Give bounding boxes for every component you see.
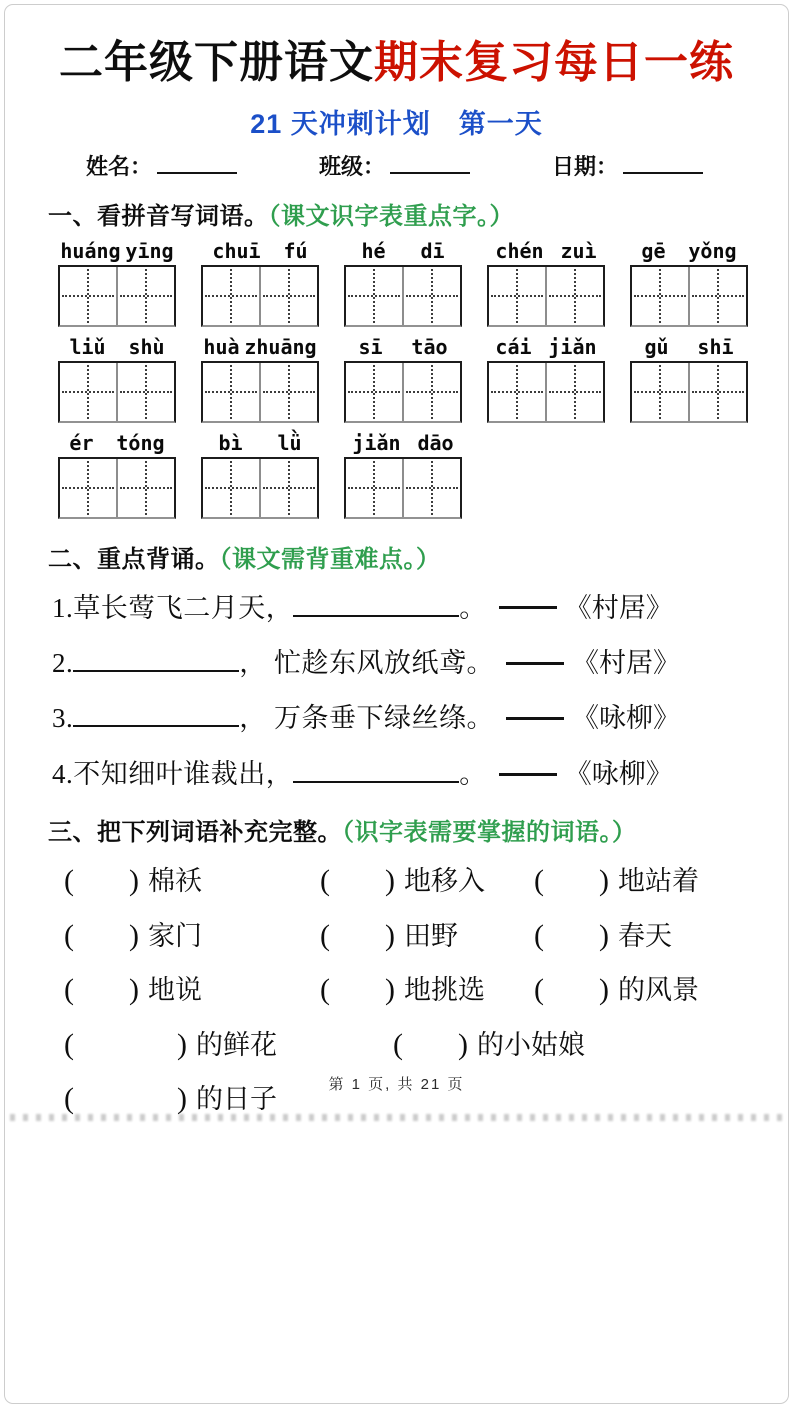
section1-title: 一、看拼音写词语。 <box>48 202 269 230</box>
open-paren: ( <box>320 918 330 952</box>
poem-text: 3. <box>52 703 74 734</box>
section3-note: （识字表需要掌握的词语。） <box>342 819 637 847</box>
class-field <box>319 150 470 181</box>
word-fill-text: 的小姑娘 <box>477 1029 585 1060</box>
word-fill-text: 地挑选 <box>404 975 485 1006</box>
title-black-part: 二年级下册语文 <box>59 38 374 87</box>
word-group <box>344 240 462 327</box>
word-group <box>201 336 319 423</box>
title-red-part: 期末复习每日一练 <box>374 38 734 87</box>
word-group <box>630 336 748 423</box>
pinyin-label <box>344 240 462 262</box>
close-paren: ) <box>129 918 139 952</box>
pinyin-syllable: zuì <box>560 238 597 263</box>
pinyin-label <box>344 432 462 454</box>
grid-cell <box>116 363 174 421</box>
open-paren: ( <box>64 1082 74 1116</box>
word-fill-text: 家门 <box>148 920 202 951</box>
page-footer: 第 1 页, 共 21 页 <box>328 1076 465 1093</box>
pinyin-label <box>630 336 748 358</box>
pinyin-syllable: tóng <box>116 430 165 455</box>
grid-cell <box>402 459 460 517</box>
grid-cell <box>203 267 259 325</box>
open-paren: ( <box>64 1027 74 1061</box>
date-label: 日期： <box>551 153 618 179</box>
pinyin-grid-section <box>58 240 745 519</box>
grid-cell <box>688 267 746 325</box>
pinyin-syllable: jiǎn <box>548 334 597 359</box>
word-fill-row <box>64 970 745 1011</box>
poem-source: 《咏柳》 <box>572 703 680 734</box>
close-paren: ) <box>177 1082 187 1116</box>
word-fill-text: 的风景 <box>618 975 699 1006</box>
open-paren: ( <box>64 864 74 898</box>
pinyin-row <box>58 240 745 327</box>
word-fill-text: 田野 <box>404 920 458 951</box>
grid-cell <box>116 459 174 517</box>
word-group <box>201 240 319 327</box>
word-fill-text: 的日子 <box>196 1084 277 1115</box>
em-dash <box>506 662 564 665</box>
page-title <box>48 38 745 89</box>
section3-title: 三、把下列词语补充完整。 <box>48 819 342 847</box>
word-group <box>58 432 176 519</box>
writing-grid <box>201 457 319 519</box>
subtitle: 21 天冲刺计划 第一天 <box>250 108 543 139</box>
grid-cell <box>203 459 259 517</box>
pinyin-syllable: huáng <box>60 238 121 263</box>
pinyin-syllable: shù <box>128 334 165 359</box>
em-dash <box>506 717 564 720</box>
close-paren: ) <box>129 864 139 898</box>
pinyin-label <box>201 336 319 358</box>
fields-row <box>48 150 745 181</box>
pinyin-syllable: dī <box>420 238 445 263</box>
writing-grid <box>630 265 748 327</box>
pinyin-syllable: gǔ <box>644 334 669 359</box>
close-paren: ) <box>599 973 609 1007</box>
poem-text: 4.不知细叶谁裁出， <box>52 758 294 789</box>
pinyin-syllable: chuī <box>212 238 261 263</box>
pinyin-syllable: lǜ <box>277 430 302 455</box>
grid-cell <box>259 363 317 421</box>
word-group <box>201 432 319 519</box>
close-paren: ) <box>385 918 395 952</box>
pinyin-label <box>201 240 319 262</box>
writing-grid <box>201 265 319 327</box>
class-blank-line <box>390 153 470 174</box>
name-blank-line <box>157 153 237 174</box>
answer-blank <box>73 702 239 728</box>
poem-text: ， 万条垂下绿丝绦。 <box>239 703 494 734</box>
word-fill-item <box>64 970 320 1011</box>
em-dash <box>499 773 557 776</box>
writing-grid <box>344 457 462 519</box>
writing-grid <box>344 361 462 423</box>
pinyin-syllable: liǔ <box>69 334 106 359</box>
grid-cell <box>259 267 317 325</box>
writing-grid <box>630 361 748 423</box>
pinyin-syllable: jiǎn <box>352 430 401 455</box>
pinyin-syllable: bì <box>218 430 243 455</box>
grid-cell <box>116 267 174 325</box>
name-field <box>86 150 237 181</box>
poem-line <box>52 756 745 792</box>
grid-cell <box>545 363 603 421</box>
word-group <box>630 240 748 327</box>
pinyin-syllable: yīng <box>125 238 174 263</box>
pinyin-syllable: hé <box>361 238 386 263</box>
grid-cell <box>632 267 688 325</box>
poem-line <box>52 645 745 681</box>
pinyin-label <box>630 240 748 262</box>
grid-cell <box>688 363 746 421</box>
next-page-edge <box>10 1114 783 1121</box>
word-fill-row <box>64 916 745 957</box>
grid-cell <box>60 267 116 325</box>
writing-grid <box>58 457 176 519</box>
grid-cell <box>489 267 545 325</box>
close-paren: ) <box>385 864 395 898</box>
pinyin-row <box>58 432 745 519</box>
word-fill-row <box>64 861 745 902</box>
date-field <box>552 150 703 181</box>
word-group <box>344 336 462 423</box>
grid-cell <box>203 363 259 421</box>
pinyin-row <box>58 336 745 423</box>
grid-cell <box>402 363 460 421</box>
writing-grid <box>344 265 462 327</box>
word-fill-text: 棉袄 <box>148 866 202 897</box>
pinyin-syllable: tāo <box>411 334 448 359</box>
word-fill-row <box>64 1025 745 1066</box>
pinyin-label <box>58 432 176 454</box>
name-label: 姓名： <box>86 153 153 179</box>
answer-blank <box>73 646 239 672</box>
poem-source: 《村居》 <box>572 648 680 679</box>
section2-title: 二、重点背诵。 <box>48 545 220 573</box>
pinyin-syllable: yǒng <box>688 238 737 263</box>
word-fill-item <box>534 970 745 1011</box>
poem-line <box>52 590 745 626</box>
grid-cell <box>346 459 402 517</box>
poem-text: 2. <box>52 648 74 679</box>
word-fill-item <box>320 916 534 957</box>
close-paren: ) <box>129 973 139 1007</box>
word-fill-text: 地移入 <box>404 866 485 897</box>
section2-note: （课文需背重难点。） <box>219 545 441 573</box>
class-label: 班级： <box>318 153 385 179</box>
poem-source: 《村居》 <box>564 592 673 623</box>
close-paren: ) <box>177 1027 187 1061</box>
date-blank-line <box>623 153 703 174</box>
word-fill-item <box>320 970 534 1011</box>
word-group <box>58 240 176 327</box>
poem-source: 《咏柳》 <box>564 758 673 789</box>
pinyin-syllable: dāo <box>417 430 454 455</box>
grid-cell <box>346 363 402 421</box>
grid-cell <box>346 267 402 325</box>
close-paren: ) <box>458 1027 468 1061</box>
poem-text: ， 忙趁东风放纸鸢。 <box>239 648 494 679</box>
pinyin-syllable: chén <box>495 238 544 263</box>
word-group <box>487 240 605 327</box>
grid-cell <box>60 363 116 421</box>
pinyin-label <box>487 336 605 358</box>
pinyin-label <box>201 432 319 454</box>
pinyin-syllable: fú <box>283 238 308 263</box>
close-paren: ) <box>599 864 609 898</box>
pinyin-syllable: huà <box>203 334 240 359</box>
section1-heading <box>48 196 745 231</box>
word-fill-item <box>64 1025 277 1066</box>
answer-blank <box>293 757 459 783</box>
pinyin-syllable: sī <box>358 334 383 359</box>
poem-text: 。 <box>459 758 487 789</box>
open-paren: ( <box>64 973 74 1007</box>
close-paren: ) <box>599 918 609 952</box>
word-fill-text: 春天 <box>618 920 672 951</box>
pinyin-label <box>487 240 605 262</box>
pinyin-syllable: shī <box>697 334 734 359</box>
open-paren: ( <box>64 918 74 952</box>
word-group <box>58 336 176 423</box>
word-group <box>487 336 605 423</box>
poem-text: 1.草长莺飞二月天， <box>52 592 294 623</box>
word-fill-text: 的鲜花 <box>196 1029 277 1060</box>
writing-grid <box>58 265 176 327</box>
word-fill-item <box>534 861 745 902</box>
grid-cell <box>545 267 603 325</box>
open-paren: ( <box>534 973 544 1007</box>
grid-cell <box>402 267 460 325</box>
word-fill-item <box>64 861 320 902</box>
word-fill-text: 地说 <box>148 975 202 1006</box>
word-fill-item <box>393 1025 585 1066</box>
pinyin-label <box>58 240 176 262</box>
pinyin-syllable: cái <box>495 334 532 359</box>
open-paren: ( <box>534 918 544 952</box>
grid-cell <box>632 363 688 421</box>
word-fill-item <box>534 916 745 957</box>
pinyin-syllable: gē <box>641 238 666 263</box>
open-paren: ( <box>393 1027 403 1061</box>
close-paren: ) <box>385 973 395 1007</box>
recitation-section <box>52 590 745 793</box>
word-fill-item <box>64 916 320 957</box>
grid-cell <box>60 459 116 517</box>
word-group <box>344 432 462 519</box>
writing-grid <box>487 361 605 423</box>
pinyin-syllable: ér <box>69 430 94 455</box>
em-dash <box>499 606 557 609</box>
section2-heading <box>48 539 745 574</box>
pinyin-label <box>344 336 462 358</box>
pinyin-syllable: zhuāng <box>244 334 317 359</box>
word-fill-text: 地站着 <box>618 866 699 897</box>
poem-text: 。 <box>459 592 487 623</box>
open-paren: ( <box>534 864 544 898</box>
section1-note: （课文识字表重点字。） <box>268 202 514 230</box>
pinyin-label <box>58 336 176 358</box>
open-paren: ( <box>320 864 330 898</box>
writing-grid <box>487 265 605 327</box>
grid-cell <box>259 459 317 517</box>
writing-grid <box>201 361 319 423</box>
open-paren: ( <box>320 973 330 1007</box>
grid-cell <box>489 363 545 421</box>
poem-line <box>52 700 745 736</box>
section3-heading <box>48 812 745 847</box>
word-fill-item <box>320 861 534 902</box>
writing-grid <box>58 361 176 423</box>
answer-blank <box>293 591 459 617</box>
